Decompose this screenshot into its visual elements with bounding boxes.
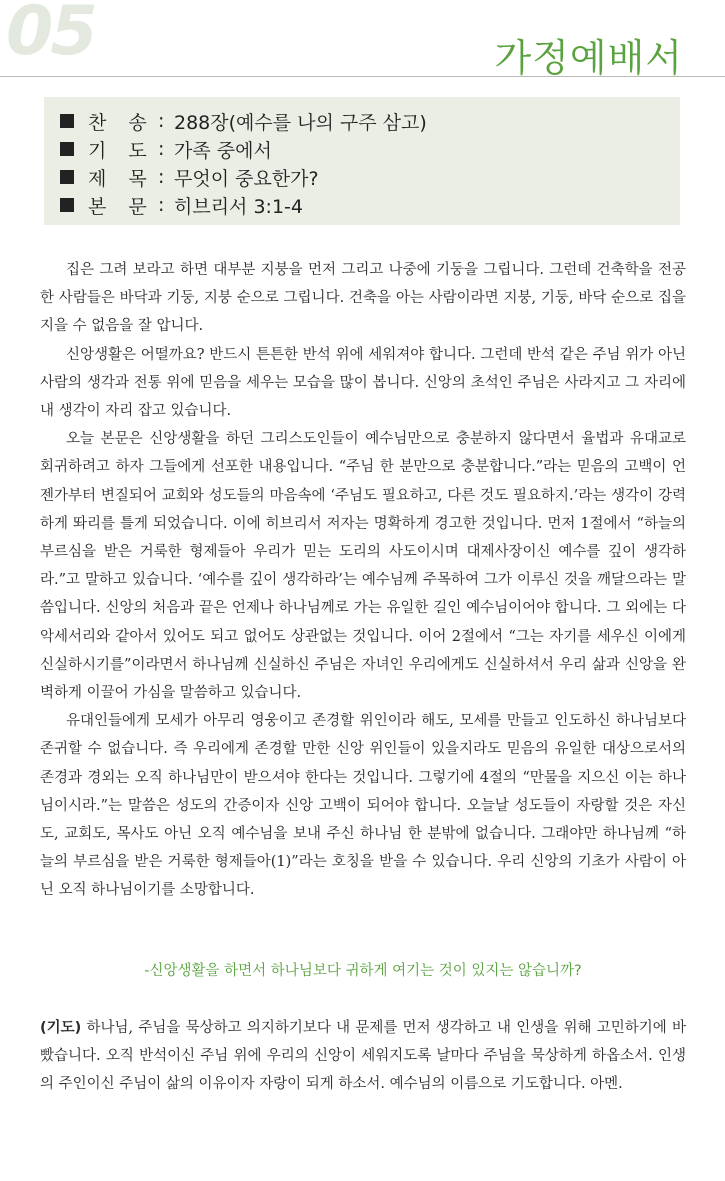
info-label: 제 목 — [88, 167, 155, 190]
section-title: 가정예배서 — [494, 36, 683, 80]
square-bullet-icon — [60, 142, 74, 156]
info-value: 288장(예수를 나의 구주 삼고) — [174, 111, 427, 134]
info-value: 가족 중에서 — [174, 139, 272, 162]
info-label: 본 문 — [88, 195, 155, 218]
info-row-scripture — [60, 191, 427, 219]
info-colon: : — [158, 166, 165, 188]
page-number: 05 — [6, 0, 95, 71]
info-value: 무엇이 중요한가? — [174, 167, 319, 190]
body-paragraph: 유대인들에게 모세가 아무리 영웅이고 존경할 위인이라 해도, 모세를 만들고 인도하신 하나님보다 존귀할 수 없습니다. 즉 우리에게 존경할 만한 신앙 위인들이 있을지라도 믿음의 유일한 대상으로서의 존경과 경외는 오직 하나님만이 받으셔야 한다는 것입니다. 그렇기에 4절의 “만물을 지으신 이는 하나님이시라.”는 말씀은 성도의 간증이자 신앙 고백이 되어야 합니다. 오늘날 성도들이 자랑할 것은 자신도, 교회도, 목사도 아닌 오직 예수님을 보내 주신 하나님 한 분밖에 없습니다. 그래야만 하나님께 “하늘의 부르심을 받은 거룩한 형제들아(1)”라는 호칭을 받을 수 있습니다. 우리 신앙의 기초가 사람이 아닌 오직 하나님이기를 소망합니다. — [40, 713, 686, 899]
info-row-title — [60, 163, 427, 191]
info-row-prayer — [60, 135, 427, 163]
info-label: 찬 송 — [88, 111, 155, 134]
prayer-label: (기도) — [40, 1020, 82, 1036]
square-bullet-icon — [60, 198, 74, 212]
info-row-hymn — [60, 107, 427, 135]
prayer-text: 하나님, 주님을 묵상하고 의지하기보다 내 문제를 먼저 생각하고 내 인생을 위해 고민하기에 바빴습니다. 오직 반석이신 주님 위에 우리의 신앙이 세워지도록 날마다 주님을 묵상하게 하옵소서. 인생의 주인이신 주님이 삶의 이유이자 자랑이 되게 하소서. 예수님의 이름으로 기도합니다. 아멘. — [40, 1020, 686, 1093]
info-value: 히브리서 3:1-4 — [174, 195, 303, 218]
worship-info-list — [60, 107, 427, 219]
reflection-question: -신앙생활을 하면서 하나님보다 귀하게 여기는 것이 있지는 않습니까? — [144, 963, 582, 979]
info-colon: : — [158, 110, 165, 132]
info-colon: : — [158, 194, 165, 216]
closing-prayer — [40, 1014, 686, 1099]
title-divider — [0, 76, 725, 77]
square-bullet-icon — [60, 170, 74, 184]
worship-info-box — [44, 97, 680, 225]
body-paragraph: 집은 그려 보라고 하면 대부분 지붕을 먼저 그리고 나중에 기둥을 그립니다. 그런데 건축학을 전공한 사람들은 바닥과 기둥, 지붕 순으로 그립니다. 건축을 아는 사람이라면 지붕, 기둥, 바닥 순으로 집을 지을 수 없음을 잘 압니다. — [40, 262, 686, 335]
info-label: 기 도 — [88, 139, 155, 162]
body-paragraph: 신앙생활은 어떨까요? 반드시 튼튼한 반석 위에 세워져야 합니다. 그런데 반석 같은 주님 위가 아닌 사람의 생각과 전통 위에 믿음을 세우는 모습을 많이 봅니다. 신앙의 초석인 주님은 사라지고 그 자리에 내 생각이 자리 잡고 있습니다. — [40, 346, 686, 420]
square-bullet-icon — [60, 114, 74, 128]
info-colon: : — [158, 138, 165, 160]
prayer-paragraph — [40, 1014, 686, 1099]
sermon-body — [40, 256, 686, 905]
body-paragraph: 오늘 본문은 신앙생활을 하던 그리스도인들이 예수님만으로 충분하지 않다면서 율법과 유대교로 회귀하려고 하자 그들에게 선포한 내용입니다. “주님 한 분만으로 충분합니다.”라는 믿음의 고백이 언젠가부터 변질되어 교회와 성도들의 마음속에 ‘주님도 필요하고, 다른 것도 필요하지.’라는 생각이 강력하게 똬리를 틀게 되었습니다. 이에 히브리서 저자는 명확하게 경고한 것입니다. 먼저 1절에서 “하늘의 부르심을 받은 거룩한 형제들아 우리가 믿는 도리의 사도이시며 대제사장이신 예수를 깊이 생각하라.”고 말하고 있습니다. ‘예수를 깊이 생각하라’는 예수님께 주목하여 그가 이루신 것을 깨달으라는 말씀입니다. 신앙의 처음과 끝은 언제나 하나님께로 가는 유일한 길인 예수님이어야 합니다. 그 외에는 다 악세서리와 같아서 있어도 되고 없어도 상관없는 것입니다. 이어 2절에서 “그는 자기를 세우신 이에게 신실하시기를”이라면서 하나님께 신실하신 주님은 자녀인 우리에게도 신실하셔서 우리 삶과 신앙을 완벽하게 이끌어 가심을 말씀하고 있습니다. — [40, 431, 686, 702]
